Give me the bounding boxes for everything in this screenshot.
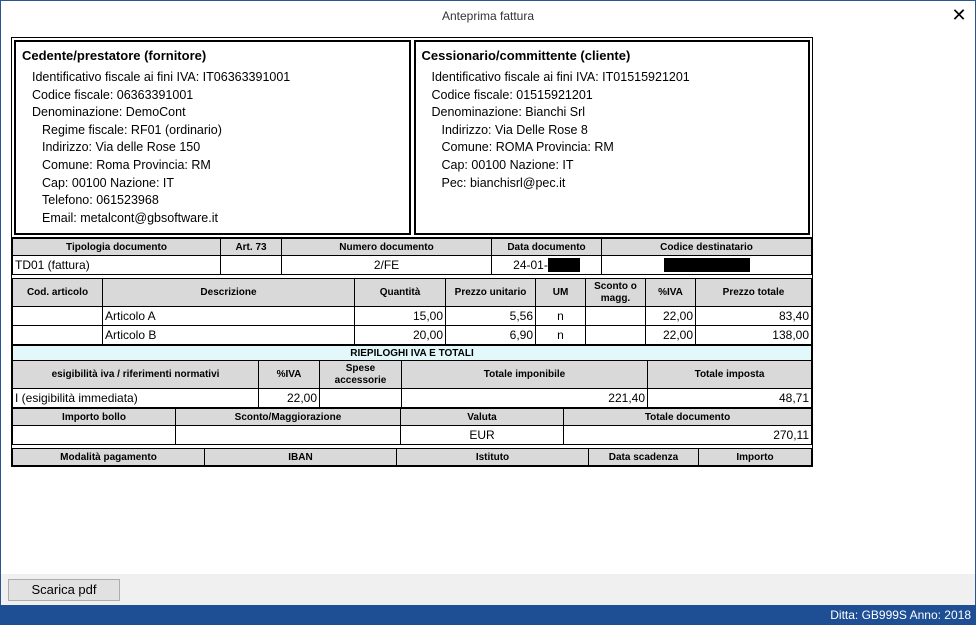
art73-value — [221, 256, 282, 275]
row-iva: 22,00 — [646, 307, 696, 326]
redacted-block — [548, 258, 580, 272]
header-iva: %IVA — [646, 279, 696, 307]
row-prezzo: 6,90 — [446, 326, 536, 345]
header-totale-imposta: Totale imposta — [648, 361, 812, 389]
header-art73: Art. 73 — [221, 239, 282, 256]
cedente-denominazione: Denominazione: DemoCont — [32, 105, 186, 120]
cessionario-comune: Comune: ROMA Provincia: RM — [441, 140, 614, 155]
row-um: n — [536, 326, 586, 345]
row-qta: 20,00 — [355, 326, 446, 345]
header-totale-documento: Totale documento — [564, 409, 812, 426]
imponibile-value: 221,40 — [402, 389, 648, 408]
row-totale: 138,00 — [696, 326, 812, 345]
cedente-comune: Comune: Roma Provincia: RM — [42, 157, 211, 172]
cessionario-piva: Identificativo fiscale ai fini IVA: IT01515921201 — [431, 70, 690, 84]
invoice-document — [11, 37, 813, 467]
cedente-heading: Cedente/prestatore (fornitore) — [22, 48, 207, 63]
cessionario-indirizzo: Indirizzo: Via Delle Rose 8 — [441, 122, 588, 137]
header-um: UM — [536, 279, 586, 307]
numero-value: 2/FE — [282, 256, 492, 275]
row-desc: Articolo A — [103, 307, 355, 326]
row-qta: 15,00 — [355, 307, 446, 326]
close-icon[interactable]: ✕ — [951, 5, 967, 25]
cessionario-denominazione: Denominazione: Bianchi Srl — [431, 105, 586, 120]
righe-table — [12, 278, 812, 345]
header-riepilogo-iva: %IVA — [259, 361, 320, 389]
redacted-block — [664, 258, 750, 272]
cedente-email: Email: metalcont@gbsoftware.it — [42, 210, 218, 225]
header-data-scadenza: Data scadenza — [589, 449, 699, 466]
cedente-cf: Codice fiscale: 06363391001 — [32, 87, 194, 102]
header-prezzo-totale: Prezzo totale — [696, 279, 812, 307]
title-bar — [0, 0, 976, 32]
row-cod — [13, 326, 103, 345]
header-istituto: Istituto — [397, 449, 589, 466]
valuta-value: EUR — [401, 426, 564, 445]
row-iva: 22,00 — [646, 326, 696, 345]
header-modalita-pagamento: Modalità pagamento — [13, 449, 205, 466]
header-sconto-maggiorazione: Sconto/Maggiorazione — [176, 409, 401, 426]
cessionario-cap: Cap: 00100 Nazione: IT — [441, 157, 574, 172]
status-text: Ditta: GB999S Anno: 2018 — [830, 608, 971, 622]
bollo-value — [13, 426, 176, 445]
parties-section — [12, 38, 812, 238]
cessionario-pec: Pec: bianchisrl@pec.it — [441, 175, 566, 190]
esigibilita-value: I (esigibilità immediata) — [13, 389, 259, 408]
totale-documento-value: 270,11 — [564, 426, 812, 445]
cedente-piva: Identificativo fiscale ai fini IVA: IT06363391001 — [32, 70, 291, 84]
header-quantita: Quantità — [355, 279, 446, 307]
header-numero: Numero documento — [282, 239, 492, 256]
cessionario-box — [414, 40, 811, 235]
table-row — [13, 307, 812, 326]
header-cod-articolo: Cod. articolo — [13, 279, 103, 307]
spese-value — [320, 389, 402, 408]
row-um: n — [536, 307, 586, 326]
header-data: Data documento — [492, 239, 602, 256]
row-sconto — [586, 326, 646, 345]
header-sconto: Sconto o magg. — [586, 279, 646, 307]
header-tipologia: Tipologia documento — [13, 239, 221, 256]
header-importo-bollo: Importo bollo — [13, 409, 176, 426]
table-row — [13, 426, 812, 445]
row-totale: 83,40 — [696, 307, 812, 326]
window-title: Anteprima fattura — [441, 9, 535, 23]
table-row — [13, 389, 812, 408]
header-codice-destinatario: Codice destinatario — [602, 239, 812, 256]
header-spese-accessorie: Spese accessorie — [320, 361, 402, 389]
invoice-preview-area — [1, 31, 975, 574]
cessionario-cf: Codice fiscale: 01515921201 — [431, 87, 593, 102]
header-importo: Importo — [699, 449, 812, 466]
tipologia-value: TD01 (fattura) — [13, 256, 221, 275]
table-row — [13, 326, 812, 345]
header-esigibilita: esigibilità iva / riferimenti normativi — [13, 361, 259, 389]
codice-destinatario-cell — [602, 256, 812, 275]
cedente-regime: Regime fiscale: RF01 (ordinario) — [42, 122, 222, 137]
totali-table — [12, 408, 812, 445]
row-sconto — [586, 307, 646, 326]
button-bar — [1, 574, 975, 605]
header-totale-imponibile: Totale imponibile — [402, 361, 648, 389]
riepilogo-iva-value: 22,00 — [259, 389, 320, 408]
status-bar — [0, 605, 976, 625]
data-value: 24-01- — [513, 257, 548, 272]
download-pdf-button[interactable]: Scarica pdf — [8, 579, 120, 601]
header-valuta: Valuta — [401, 409, 564, 426]
header-descrizione: Descrizione — [103, 279, 355, 307]
row-prezzo: 5,56 — [446, 307, 536, 326]
header-prezzo-unitario: Prezzo unitario — [446, 279, 536, 307]
cedente-box — [14, 40, 411, 235]
cedente-telefono: Telefono: 061523968 — [42, 193, 159, 208]
document-info-table — [12, 238, 812, 275]
riepilogo-section-title: RIEPILOGHI IVA E TOTALI — [13, 346, 812, 361]
row-desc: Articolo B — [103, 326, 355, 345]
row-cod — [13, 307, 103, 326]
imposta-value: 48,71 — [648, 389, 812, 408]
cedente-indirizzo: Indirizzo: Via delle Rose 150 — [42, 140, 201, 155]
cedente-cap: Cap: 00100 Nazione: IT — [42, 175, 175, 190]
pagamento-table — [12, 448, 812, 466]
header-iban: IBAN — [205, 449, 397, 466]
data-cell — [492, 256, 602, 275]
riepilogo-table — [12, 345, 812, 408]
cessionario-heading: Cessionario/committente (cliente) — [421, 48, 631, 63]
sconto-value — [176, 426, 401, 445]
